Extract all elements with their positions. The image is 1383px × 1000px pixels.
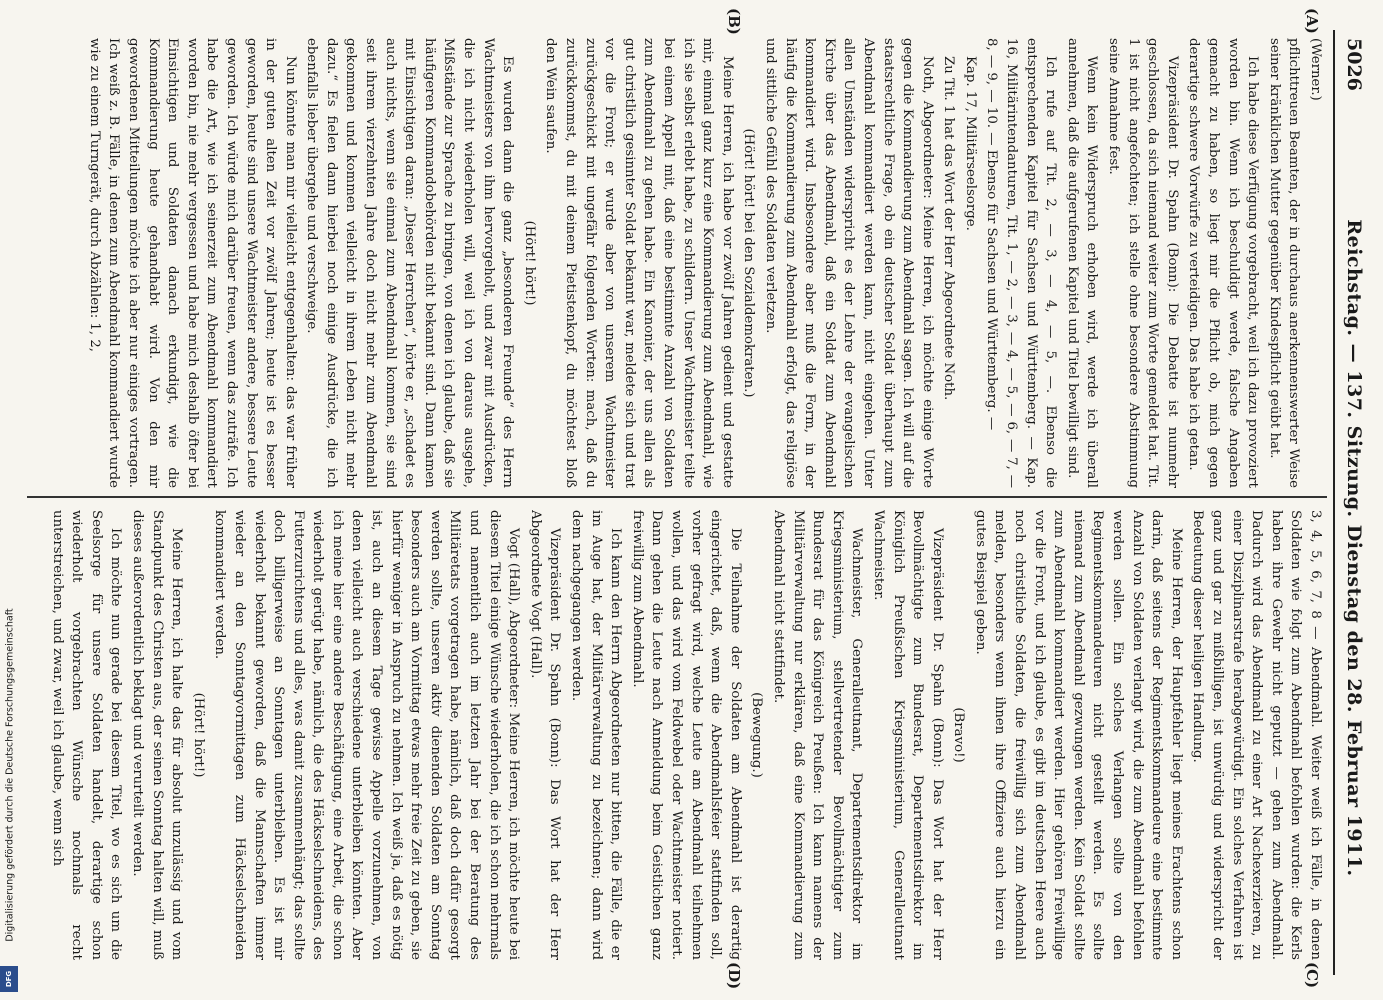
right-column-paragraph: (Bewegung.)	[749, 692, 765, 778]
margin-marker-b: (B)	[725, 8, 743, 35]
left-column-paragraph: Ich habe diese Verfügung vorgebracht, weil ich dazu provoziert worden bin. Wenn ich beschuldigt werde, falsche Angaben gemacht zu haben, so liegt mir die Pflicht ob, mich gegen derartige schwere Vorwürfe zu verteidigen. Das habe ich getan.	[1186, 38, 1261, 488]
left-column	[25, 38, 1325, 488]
header-rule	[1333, 30, 1335, 975]
right-column-paragraph: Ich möchte nun gerade bei diesem Titel, wo es sich um die Seelsorge für unsere Soldaten handelt, derartige schon wiederholt vorgebrachten Wünsche nochmals recht unterstreichen, und zwar, weil ich glaube, wenn sich	[49, 510, 124, 960]
margin-marker-c: (C)	[1303, 962, 1321, 989]
left-column-paragraph: Ich rufe auf Tit. 2, — 3, — 4, — 5, —. Ebenso die entsprechenden Kapitel für Sachsen und Württemberg. — Kap. 16, Militärintendanturen, Tit. 1, — 2, — 3, — 4, — 5, — 6, — 7, — 8, — 9, — 10. — Ebenso für Sachsen und Württemberg. —	[984, 38, 1059, 488]
left-column-paragraph: Noth, Abgeordneter: Meine Herren, ich möchte einige Worte gegen die Kommandierung zum Abendmahl sagen. Ich will auf die staatsrechtliche Frage, ob ein deutscher Soldat überhaupt zum Abendmahl kommandiert werden kann, nicht eingehen. Unter allen Umständen widerspricht es der Lehre der evangelischen Kirche über das Abendmahl, daß ein Soldat zum Abendmahl kommandiert wird. Insbesondere aber muß die Form, in der häufig die Kommandierung zum Abendmahl erfolgt, das religiöse und sittliche Gefühl des Soldaten verletzen.	[762, 38, 935, 488]
left-column-paragraph: pflichttreuen Beamten, der in durchaus anerkennenswerter Weise seiner kränklichen Mutter gegenüber Kindespflicht geübt hat.	[1266, 38, 1302, 488]
right-column-paragraph: Meine Herren, der Hauptfehler liegt meines Erachtens schon darin, daß seitens der Regimentskommandeure eine bestimmte Anzahl von Soldaten verlangt wird, die zum Abendmahl befohlen werden sollen. Ein solches Verlangen sollte von den Regimentskommandeuren nicht gestellt werden. Es sollte niemand zum Abendmahl gezwungen werden. Kein Soldat sollte zum Abendmahl kommandiert werden. Hier gehören Freiwillige vor die Front, und ich glaube, es gibt im deutschen Heere auch noch christliche Soldaten, die freiwillig sich zum Abendmahl melden, besonders wenn ihnen ihre Offiziere auch hierzu ein gutes Beispiel geben.	[972, 510, 1184, 960]
right-column-paragraph: Ich kann den Herrn Abgeordneten nur bitten, die Fälle, die er im Auge hat, der Militärverwaltung zu bezeichnen; dann wird dem nachgegangen werden.	[569, 510, 624, 960]
left-column-paragraph: (Hört! hört! bei den Sozialdemokraten.)	[741, 128, 757, 398]
left-column-paragraph: Meine Herren, ich habe vor zwölf Jahren gedient und gestatte mir, einmal ganz kurz eine Kommandierung zum Abendmahl, wie ich sie selbst erlebt habe, zu schildern. Unser Wachtmeister teilte bei einem Appell mit, daß eine bestimmte Anzahl von Soldaten zum Abendmahl zu gehen habe. Ein Kanonier, der uns allen als gut christlich gesinnter Soldat bekannt war, meldete sich und trat vor die Front; er wurde aber von unserem Wachtmeister zurückgeschickt mit ungefähr folgenden Worten: mach, daß du zurückkommst, du mit deinem Pietistenkopf, du möchtest bloß den Wein saufen.	[543, 38, 735, 488]
left-column-paragraph: Wenn kein Widerspruch erhoben wird, werde ich überall annehmen, daß die aufgerufenen Kapitel und Titel bewilligt sind.	[1064, 38, 1100, 488]
page-header	[1339, 38, 1369, 968]
column-divider	[27, 496, 1327, 498]
dfg-logo	[0, 966, 18, 992]
right-column	[25, 510, 1325, 960]
left-column-paragraph: (Hört! hört!)	[521, 220, 537, 306]
left-column-paragraph: Kap. 17, Militärseelsorge.	[962, 56, 978, 231]
page-title: Reichstag. — 137. Sitzung. Dienstag den 28. Februar 1911.	[1343, 219, 1365, 877]
page-number: 5026	[1343, 38, 1365, 91]
left-column-paragraph: Nun könnte man mir vielleicht entgegenhalten: das war früher in der guten alten Zeit vor zwölf Jahren; heute ist es besser geworden, heute sind unsere Wachtmeister andere, bessere Leute geworden. Ich würde mich darüber freuen, wenn das zuträfe. Ich habe die Art, wie ich seinerzeit zum Abendmahl kommandiert worden bin, nie mehr vergessen und habe mich deshalb öfter bei Einsichtigen und Soldaten danach erkundigt, wie die Kommandierung heute gehandhabt wird. Von den mir gewordenen Mitteilungen möchte ich aber nur einiges vortragen. Ich weiß z. B. Fälle, in denen zum Abendmahl kommandiert wurde wie zu einem Turngerät, durch Abzählen: 1, 2,	[86, 38, 298, 488]
right-column-paragraph: Meine Herren, ich halte das für absolut unzulässig und vom Standpunkt des Christen aus, der seinen Sonntag halten will, muß dieses außerordentlich beklagt und verurteilt werden.	[129, 510, 185, 960]
margin-marker-a: (A)	[1303, 8, 1321, 34]
digitization-credit	[2, 560, 18, 990]
right-column-paragraph: Vizepräsident Dr. Spahn (Bonn): Das Wort hat der Herr Bevollmächtigte zum Bundesrat, Departementsdirektor im Königlich Preußischen Kriegsministerium, Generalleutnant Wachmeister.	[870, 510, 945, 960]
right-column-paragraph: Wachmeister, Generalleutnant, Departementsdirektor im Kriegsministerium, stellvertretender Bevollmächtigter zum Bundesrat für das Königreich Preußen: Ich kann namens der Militärverwaltung nur erklären, daß eine Kommandierung zum Abendmahl nicht stattfindet.	[770, 510, 865, 960]
left-column-paragraph: (Werner.)	[1308, 38, 1323, 101]
right-column-paragraph: Vogt (Hall), Abgeordneter: Meine Herren, ich möchte heute bei diesem Titel einige Wünsche wiederholen, die ich schon mehrmals und namentlich auch im letzten Jahr bei der Beratung des Militäretats vorgetragen habe, nämlich, daß doch dafür gesorgt werden sollte, unseren aktiv dienenden Soldaten am Sonntag besonders auch am Vormittag etwas mehr freie Zeit zu geben, sie hierfür weniger in Anspruch zu nehmen. Ich weiß ja, daß es nötig ist, auch an diesem Tage gewisse Appelle vorzunehmen, von denen vielleicht auch verschiedene unterbleiben könnten. Aber ich meine hier eine andere Beschäftigung, eine Arbeit, die schon wiederholt gerügt habe, nämlich, die des Häckselschneidens, des Futterzurichtens und alles, was damit zusammenhängt; das sollte doch billigerweise an Sonntagen unterbleiben. Es ist mir wiederholt bekannt geworden, daß die Mannschaften immer wieder an den Sonntagvormittagen zum Häckselschneiden kommandiert werden.	[212, 510, 522, 960]
right-column-paragraph: Vizepräsident Dr. Spahn (Bonn): Das Wort hat der Herr Abgeordnete Vogt (Hall).	[527, 510, 563, 960]
left-column-paragraph: Zu Tit. 1 hat das Wort der Herr Abgeordnete Noth.	[941, 56, 957, 401]
right-column-paragraph: 3, 4, 5, 6, 7, 8 — Abendmahl. Weiter weiß ich Fälle, in denen Soldaten wie folgt zum Abendmahl befohlen wurden: die Kerls haben ihre Gewehr nicht geputzt — gehen zum Abendmahl. Dadurch wird das Abendmahl zu einer Art Nachexerzieren, zu einer Disziplinarstrafe herabgewürdigt. Ein solches Verfahren ist ganz und gar zu mißbilligen, ist unwürdig und widerspricht der Bedeutung dieser heiligen Handlung.	[1190, 510, 1323, 960]
right-column-paragraph: (Bravo!)	[951, 707, 967, 763]
right-column-paragraph: Die Teilnahme der Soldaten am Abendmahl ist derartig eingerichtet, daß, wenn die Abendmahlsfeier stattfinden soll, vorher gefragt wird, welche Leute am Abendmahl teilnehmen wollen, und das wird vom Feldwebel oder Wachtmeister notiert. Dann gehen die Leute nach Anmeldung beim Geistlichen ganz freiwillig zum Abendmahl.	[629, 510, 743, 960]
dfg-logo-text: DFG	[5, 970, 13, 988]
left-column-paragraph: Es wurden dann die ganz „besonderen Freunde“ des Herrn Wachtmeisters von ihm hervorgeholt, und zwar mit Ausdrücken, die ich nicht wiederholen will, weil ich von daraus ausgehe, Mißstände zur Sprache zu bringen, von denen ich glaube, daß sie häufigeren Kommandobehörden nicht bekannt sind. Dann kamen mit Einsichtigen daran: „Dieser Herrchen“, hörte er, „schadet es auch nichts, wenn sie einmal zum Abendmahl kommen, sie sind seit ihrem vierzehnten Jahre doch nicht mehr zum Abendmahl gekommen und kommen vielleicht in ihrem Leben nicht mehr dazu.“ Es fielen dann hierbei noch einige Ausdrücke, die ich ebenfalls lieber übergehe und verschweige.	[304, 38, 516, 488]
margin-marker-d: (D)	[725, 962, 743, 990]
right-column-paragraph: (Hört! hört!)	[190, 692, 206, 778]
left-column-paragraph: Vizepräsident Dr. Spahn (Bonn): Die Debatte ist nunmehr geschlossen, da sich niemand weiter zum Worte gemeldet hat. Tit. 1 ist nicht angefochten; ich stelle ohne besondere Abstimmung seine Annahme fest.	[1106, 38, 1180, 488]
digitization-credit-text: Digitalisierung gefördert durch die Deutsche Forschungsgemeinschaft	[4, 608, 16, 942]
